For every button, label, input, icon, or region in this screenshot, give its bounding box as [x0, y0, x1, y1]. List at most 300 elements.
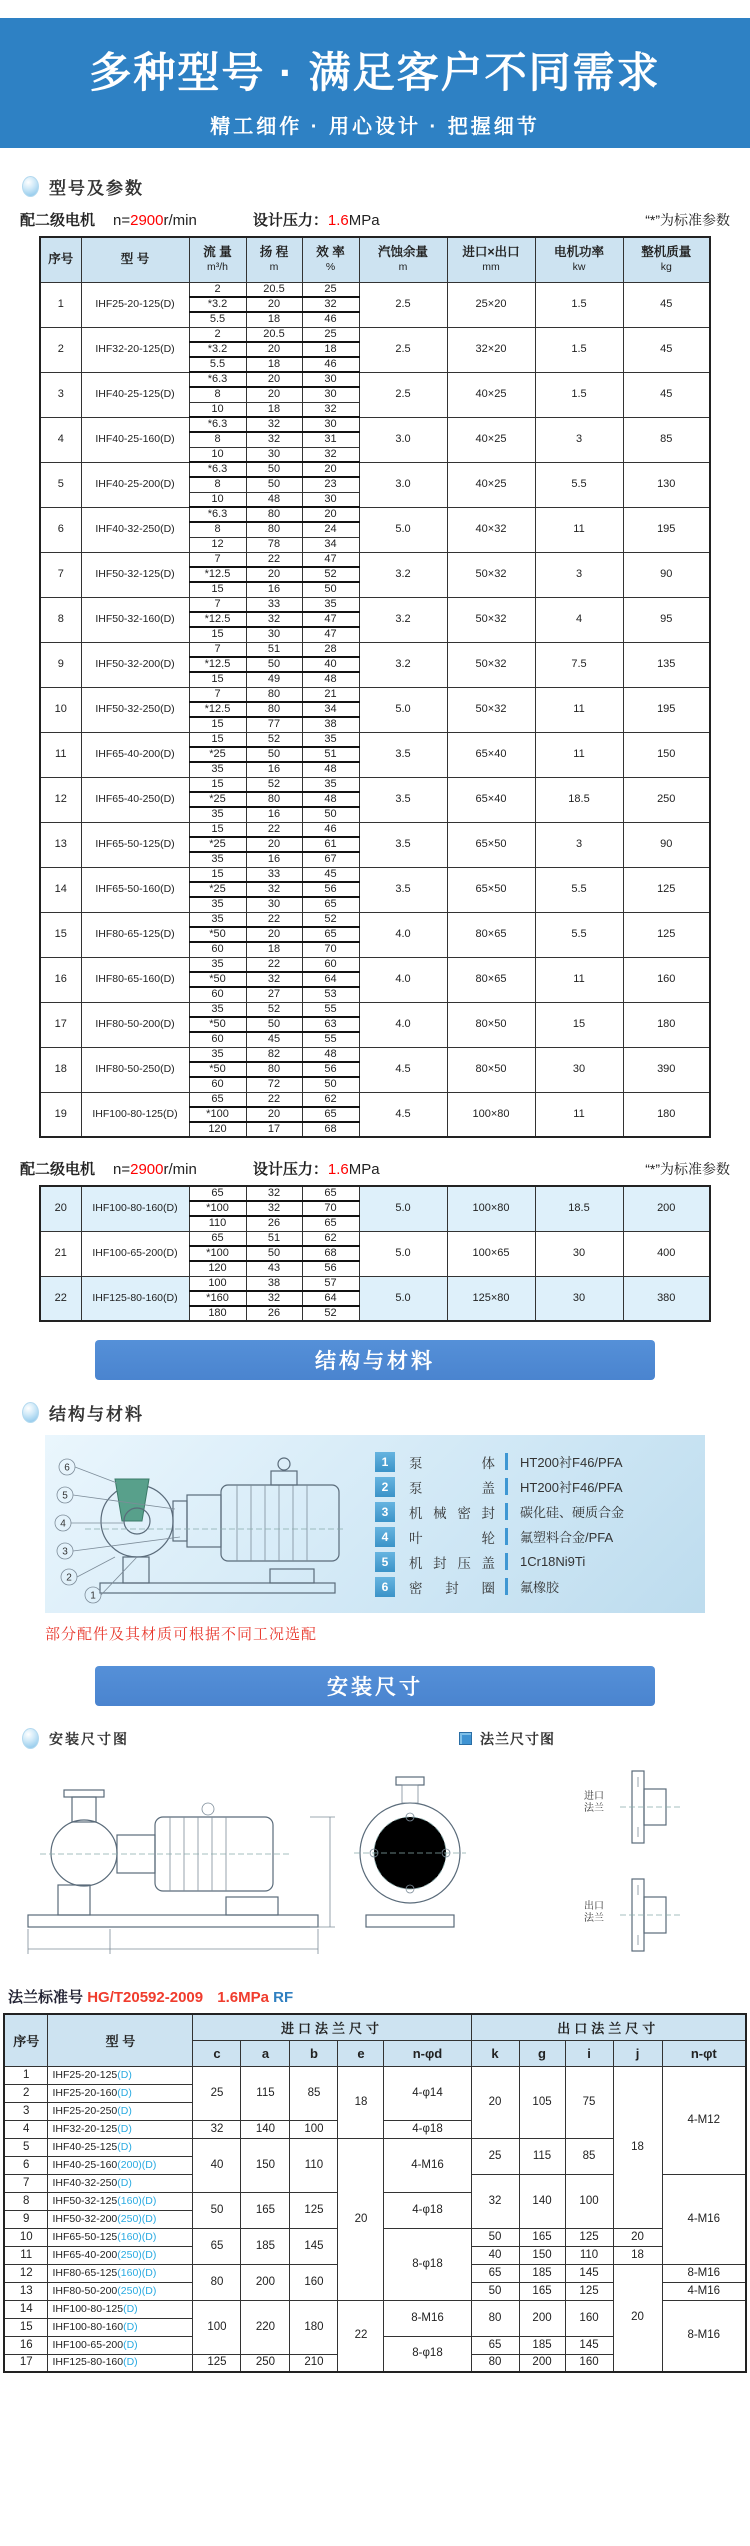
- dim-k: 25: [471, 2138, 519, 2174]
- divider-bar: [505, 1578, 508, 1595]
- row-number: 6: [40, 507, 81, 552]
- head-value: 80: [246, 522, 302, 537]
- material-row: [375, 1477, 691, 1497]
- efficiency-value: 50: [302, 1077, 359, 1092]
- motor-pressure-label: 设计压力：: [252, 1161, 328, 1178]
- flange-model-name: IHF25-20-125(D): [48, 2066, 193, 2084]
- weight-value: 90: [623, 822, 710, 867]
- efficiency-value: 60: [302, 957, 359, 972]
- efficiency-value: 65: [302, 1216, 359, 1231]
- row-number: 11: [4, 2246, 48, 2264]
- row-number: 19: [40, 1092, 81, 1137]
- dim-nd: 4-φ18: [384, 2192, 471, 2228]
- flange-model-name: IHF50-32-200(250)(D): [48, 2210, 193, 2228]
- ports-value: 100×80: [447, 1092, 535, 1137]
- head-value: 20.5: [246, 282, 302, 297]
- flange-standard-pressure: 1.6MPa: [217, 1989, 269, 2006]
- flow-value: 7: [189, 642, 246, 657]
- material-part-name: 密封圈: [409, 1580, 495, 1596]
- ports-value: 40×32: [447, 507, 535, 552]
- flange-sub-k: k: [471, 2040, 519, 2066]
- flange-standard-face: RF: [273, 1989, 294, 2006]
- dim-g: 140: [519, 2174, 565, 2228]
- dim-a: 185: [241, 2228, 290, 2264]
- head-value: 32: [246, 972, 302, 987]
- material-number-badge: 1: [375, 1452, 395, 1472]
- spec-subrow: [40, 867, 710, 882]
- flow-value: *12.5: [189, 657, 246, 672]
- divider-bar: [505, 1553, 508, 1570]
- head-value: 22: [246, 1092, 302, 1107]
- flange-model-name: IHF100-80-160(D): [48, 2318, 193, 2336]
- power-value: 7.5: [535, 642, 623, 687]
- dim-nd: 4-φ18: [384, 2120, 471, 2138]
- weight-value: 160: [623, 957, 710, 1002]
- dim-nd: 4-φ14: [384, 2066, 471, 2120]
- cube-icon: [459, 1732, 472, 1745]
- callout-number: 2: [66, 1572, 72, 1583]
- power-value: 3: [535, 417, 623, 462]
- power-value: 30: [535, 1276, 623, 1321]
- flow-value: *100: [189, 1107, 246, 1122]
- head-value: 45: [246, 1032, 302, 1047]
- dim-i: 110: [565, 2246, 613, 2264]
- efficiency-value: 64: [302, 972, 359, 987]
- head-value: 72: [246, 1077, 302, 1092]
- flange-model-name: IHF65-40-200(250)(D): [48, 2246, 193, 2264]
- flow-value: 15: [189, 732, 246, 747]
- flow-value: 10: [189, 402, 246, 417]
- row-number: 7: [40, 552, 81, 597]
- npsh-value: 5.0: [359, 1186, 447, 1231]
- ports-value: 50×32: [447, 687, 535, 732]
- structure-banner: 结构与材料: [95, 1340, 655, 1380]
- efficiency-value: 21: [302, 687, 359, 702]
- weight-value: 125: [623, 912, 710, 957]
- head-value: 20: [246, 1107, 302, 1122]
- model-name: IHF100-65-200(D): [81, 1231, 189, 1276]
- spec-subrow: [40, 597, 710, 612]
- flow-value: *50: [189, 1017, 246, 1032]
- spec-subrow: [40, 1092, 710, 1107]
- spec-header-row: [40, 237, 710, 282]
- flow-value: *50: [189, 972, 246, 987]
- head-value: 20: [246, 297, 302, 312]
- power-value: 1.5: [535, 282, 623, 327]
- weight-value: 45: [623, 282, 710, 327]
- head-value: 20: [246, 372, 302, 387]
- dim-g: 115: [519, 2138, 565, 2174]
- power-value: 11: [535, 1092, 623, 1137]
- col-header-weight: 整机质量 kg: [623, 237, 710, 282]
- power-value: 15: [535, 1002, 623, 1047]
- material-number-badge: 2: [375, 1477, 395, 1497]
- efficiency-value: 70: [302, 1201, 359, 1216]
- efficiency-value: 56: [302, 1062, 359, 1077]
- dim-e: 20: [338, 2138, 384, 2300]
- flange-model-name: IHF65-50-125(160)(D): [48, 2228, 193, 2246]
- spec-table-1: [39, 236, 711, 1138]
- head-value: 22: [246, 912, 302, 927]
- power-value: 18.5: [535, 1186, 623, 1231]
- head-value: 32: [246, 1201, 302, 1216]
- dim-j: 18: [613, 2066, 662, 2228]
- npsh-value: 3.5: [359, 822, 447, 867]
- head-value: 50: [246, 657, 302, 672]
- row-number: 17: [40, 1002, 81, 1047]
- model-name: IHF50-32-125(D): [81, 552, 189, 597]
- head-value: 82: [246, 1047, 302, 1062]
- model-name: IHF65-50-125(D): [81, 822, 189, 867]
- head-value: 32: [246, 882, 302, 897]
- ports-value: 80×65: [447, 957, 535, 1002]
- dim-k: 32: [471, 2174, 519, 2228]
- dim-a: 165: [241, 2192, 290, 2228]
- installation-drawings: [10, 1757, 740, 1972]
- row-number: 14: [40, 867, 81, 912]
- flow-value: 65: [189, 1231, 246, 1246]
- flow-value: 8: [189, 477, 246, 492]
- standard-param-note: “*”为标准参数: [645, 1161, 730, 1177]
- weight-value: 180: [623, 1092, 710, 1137]
- motor-n-suffix: r/min: [163, 1161, 197, 1178]
- pump-installation-drawing: [10, 1757, 480, 1972]
- row-number: 9: [40, 642, 81, 687]
- head-value: 51: [246, 1231, 302, 1246]
- flow-value: 35: [189, 807, 246, 822]
- divider-bar: [505, 1528, 508, 1545]
- row-number: 10: [4, 2228, 48, 2246]
- dim-i: 100: [565, 2174, 613, 2228]
- efficiency-value: 65: [302, 1186, 359, 1201]
- flow-value: 180: [189, 1306, 246, 1321]
- flange-sub-e: e: [338, 2040, 384, 2066]
- spec-subrow: [40, 1002, 710, 1017]
- standard-param-note: “*”为标准参数: [645, 212, 730, 228]
- motor-n-value: 2900: [130, 1161, 164, 1178]
- weight-value: 150: [623, 732, 710, 777]
- head-value: 20: [246, 927, 302, 942]
- dim-a: 115: [241, 2066, 290, 2120]
- dim-g: 165: [519, 2282, 565, 2300]
- dim-k: 65: [471, 2264, 519, 2282]
- head-value: 32: [246, 1186, 302, 1201]
- efficiency-value: 68: [302, 1122, 359, 1137]
- efficiency-value: 48: [302, 672, 359, 687]
- col-header-npsh: 汽蚀余量 m: [359, 237, 447, 282]
- row-number: 12: [40, 777, 81, 822]
- efficiency-value: 35: [302, 732, 359, 747]
- section-title-text: 型号及参数: [49, 179, 144, 198]
- npsh-value: 4.5: [359, 1047, 447, 1092]
- flow-value: 35: [189, 912, 246, 927]
- spec-subrow: [40, 822, 710, 837]
- dim-c: 100: [193, 2300, 241, 2354]
- power-value: 30: [535, 1047, 623, 1092]
- outlet-flange-label: 出口法兰: [584, 1901, 604, 1924]
- row-number: 10: [40, 687, 81, 732]
- section-title-text: 结构与材料: [49, 1405, 144, 1424]
- spec-subrow: [40, 1047, 710, 1062]
- ports-value: 40×25: [447, 372, 535, 417]
- weight-value: 130: [623, 462, 710, 507]
- dim-b: 180: [290, 2300, 338, 2354]
- dim-i: 75: [565, 2066, 613, 2138]
- spec-subrow: [40, 417, 710, 432]
- efficiency-value: 23: [302, 477, 359, 492]
- top-banner: [0, 18, 750, 148]
- flow-value: 60: [189, 942, 246, 957]
- dim-k: 50: [471, 2282, 519, 2300]
- row-number: 2: [40, 327, 81, 372]
- dim-c: 125: [193, 2354, 241, 2372]
- flow-value: 15: [189, 627, 246, 642]
- flow-value: *12.5: [189, 612, 246, 627]
- flow-value: 7: [189, 597, 246, 612]
- row-number: 16: [4, 2336, 48, 2354]
- npsh-value: 3.5: [359, 867, 447, 912]
- col-header-eff: 效 率 %: [302, 237, 359, 282]
- callout-number: 6: [64, 1462, 70, 1473]
- efficiency-value: 32: [302, 402, 359, 417]
- dim-b: 210: [290, 2354, 338, 2372]
- motor-n-suffix: r/min: [163, 212, 197, 229]
- efficiency-value: 63: [302, 1017, 359, 1032]
- flow-value: *3.2: [189, 342, 246, 357]
- power-value: 3: [535, 822, 623, 867]
- dim-i: 125: [565, 2282, 613, 2300]
- head-value: 80: [246, 702, 302, 717]
- model-name: IHF125-80-160(D): [81, 1276, 189, 1321]
- flow-value: *12.5: [189, 702, 246, 717]
- bullet-sphere-icon: [22, 1728, 39, 1749]
- flow-value: 35: [189, 1047, 246, 1062]
- flow-value: *6.3: [189, 372, 246, 387]
- efficiency-value: 61: [302, 837, 359, 852]
- efficiency-value: 28: [302, 642, 359, 657]
- flange-sub-nt: n-φt: [662, 2040, 746, 2066]
- efficiency-value: 52: [302, 912, 359, 927]
- dim-a: 200: [241, 2264, 290, 2300]
- flow-value: *50: [189, 927, 246, 942]
- model-name: IHF50-32-250(D): [81, 687, 189, 732]
- spec-subrow: [40, 327, 710, 342]
- efficiency-value: 56: [302, 1261, 359, 1276]
- npsh-value: 3.2: [359, 552, 447, 597]
- flow-value: *100: [189, 1246, 246, 1261]
- power-value: 5.5: [535, 867, 623, 912]
- material-number-badge: 3: [375, 1502, 395, 1522]
- efficiency-value: 30: [302, 387, 359, 402]
- head-value: 50: [246, 1246, 302, 1261]
- material-part-name: 机封压盖: [409, 1555, 495, 1571]
- efficiency-value: 40: [302, 657, 359, 672]
- spec-subrow: [40, 1276, 710, 1291]
- dim-b: 125: [290, 2192, 338, 2228]
- flow-value: 110: [189, 1216, 246, 1231]
- row-number: 22: [40, 1276, 81, 1321]
- dim-a: 140: [241, 2120, 290, 2138]
- flow-value: 35: [189, 957, 246, 972]
- weight-value: 180: [623, 1002, 710, 1047]
- install-section-titles: [22, 1728, 750, 1749]
- flange-model-name: IHF25-20-250(D): [48, 2102, 193, 2120]
- divider-bar: [505, 1478, 508, 1495]
- head-value: 16: [246, 762, 302, 777]
- ports-value: 80×50: [447, 1002, 535, 1047]
- efficiency-value: 25: [302, 327, 359, 342]
- flange-model-name: IHF80-50-200(250)(D): [48, 2282, 193, 2300]
- weight-value: 390: [623, 1047, 710, 1092]
- bullet-sphere-icon: [22, 1402, 39, 1423]
- head-value: 26: [246, 1306, 302, 1321]
- col-header-flow: 流 量 m³/h: [189, 237, 246, 282]
- motor-spec-line-1: [20, 209, 730, 230]
- dim-nt: 4-M16: [662, 2282, 746, 2300]
- dim-c: 80: [193, 2264, 241, 2300]
- dim-k: 65: [471, 2336, 519, 2354]
- head-value: 16: [246, 852, 302, 867]
- material-number-badge: 5: [375, 1552, 395, 1572]
- model-name: IHF80-50-200(D): [81, 1002, 189, 1047]
- spec-subrow: [40, 507, 710, 522]
- power-value: 5.5: [535, 462, 623, 507]
- head-value: 20: [246, 342, 302, 357]
- flange-standard-label: 法兰标准号: [8, 1989, 84, 2006]
- npsh-value: 2.5: [359, 372, 447, 417]
- ports-value: 25×20: [447, 282, 535, 327]
- dim-k: 80: [471, 2300, 519, 2336]
- row-number: 8: [40, 597, 81, 642]
- efficiency-value: 55: [302, 1002, 359, 1017]
- row-number: 2: [4, 2084, 48, 2102]
- motor-n-prefix: n=: [113, 1161, 131, 1178]
- head-value: 50: [246, 1017, 302, 1032]
- power-value: 11: [535, 687, 623, 732]
- banner-title-dot: ·: [279, 49, 295, 96]
- material-value: 碳化硅、硬质合金: [520, 1505, 625, 1520]
- flange-dim-title: [459, 1728, 555, 1749]
- spec-subrow: [40, 462, 710, 477]
- dim-k: 40: [471, 2246, 519, 2264]
- head-value: 20: [246, 387, 302, 402]
- flow-value: *6.3: [189, 507, 246, 522]
- weight-value: 195: [623, 507, 710, 552]
- head-value: 52: [246, 1002, 302, 1017]
- row-number: 8: [4, 2192, 48, 2210]
- spec-subrow: [40, 1186, 710, 1201]
- flow-value: 8: [189, 432, 246, 447]
- material-row: [375, 1552, 691, 1572]
- flow-value: 35: [189, 762, 246, 777]
- efficiency-value: 53: [302, 987, 359, 1002]
- ports-value: 40×25: [447, 417, 535, 462]
- flow-value: 7: [189, 687, 246, 702]
- efficiency-value: 48: [302, 792, 359, 807]
- structure-panel: [45, 1435, 705, 1613]
- head-value: 52: [246, 777, 302, 792]
- efficiency-value: 57: [302, 1276, 359, 1291]
- power-value: 3: [535, 552, 623, 597]
- inlet-flange-label: 进口法兰: [584, 1791, 604, 1814]
- weight-value: 45: [623, 327, 710, 372]
- model-name: IHF25-20-125(D): [81, 282, 189, 327]
- npsh-value: 5.0: [359, 1231, 447, 1276]
- motor-n-value: 2900: [130, 212, 164, 229]
- npsh-value: 3.2: [359, 597, 447, 642]
- efficiency-value: 34: [302, 702, 359, 717]
- efficiency-value: 48: [302, 762, 359, 777]
- power-value: 4: [535, 597, 623, 642]
- npsh-value: 3.5: [359, 777, 447, 822]
- ports-value: 40×25: [447, 462, 535, 507]
- flow-value: 120: [189, 1261, 246, 1276]
- model-name: IHF80-50-250(D): [81, 1047, 189, 1092]
- flow-value: 10: [189, 447, 246, 462]
- bullet-sphere-icon: [22, 176, 39, 197]
- head-value: 32: [246, 612, 302, 627]
- flow-value: 15: [189, 672, 246, 687]
- divider-bar: [505, 1503, 508, 1520]
- model-name: IHF40-32-250(D): [81, 507, 189, 552]
- material-number-badge: 6: [375, 1577, 395, 1597]
- flow-value: 2: [189, 282, 246, 297]
- flange-sub-c: c: [193, 2040, 241, 2066]
- flow-value: 10: [189, 492, 246, 507]
- model-name: IHF80-65-160(D): [81, 957, 189, 1002]
- install-banner: 安装尺寸: [95, 1666, 655, 1706]
- model-name: IHF100-80-160(D): [81, 1186, 189, 1231]
- flow-value: 2: [189, 327, 246, 342]
- head-value: 26: [246, 1216, 302, 1231]
- npsh-value: 2.5: [359, 327, 447, 372]
- head-value: 50: [246, 477, 302, 492]
- flange-standard-number: HG/T20592-2009: [87, 1989, 204, 2006]
- efficiency-value: 70: [302, 942, 359, 957]
- callout-number: 3: [62, 1546, 68, 1557]
- flange-sub-a: a: [241, 2040, 290, 2066]
- efficiency-value: 35: [302, 597, 359, 612]
- flow-value: 12: [189, 537, 246, 552]
- section-title-params: [22, 174, 750, 199]
- weight-value: 200: [623, 1186, 710, 1231]
- dim-b: 85: [290, 2066, 338, 2120]
- npsh-value: 5.0: [359, 687, 447, 732]
- flange-model-name: IHF50-32-125(160)(D): [48, 2192, 193, 2210]
- material-value: 氟塑料合金/PFA: [520, 1530, 614, 1545]
- row-number: 20: [40, 1186, 81, 1231]
- materials-note: 部分配件及其材质可根据不同工况选配: [45, 1626, 318, 1643]
- flange-header-row-1: [4, 2014, 746, 2040]
- flow-value: *12.5: [189, 567, 246, 582]
- power-value: 11: [535, 507, 623, 552]
- dim-nd: 8-φ18: [384, 2228, 471, 2300]
- flow-value: *25: [189, 747, 246, 762]
- flange-model-name: IHF80-65-125(160)(D): [48, 2264, 193, 2282]
- divider-bar: [505, 1453, 508, 1470]
- row-number: 3: [4, 2102, 48, 2120]
- motor-pressure-unit: MPa: [348, 212, 380, 229]
- callout-number: 5: [62, 1490, 68, 1501]
- flow-value: 8: [189, 387, 246, 402]
- efficiency-value: 47: [302, 552, 359, 567]
- dim-g: 185: [519, 2336, 565, 2354]
- efficiency-value: 51: [302, 747, 359, 762]
- page: [0, 18, 750, 2546]
- motor-pressure-unit: MPa: [348, 1161, 380, 1178]
- row-number: 15: [40, 912, 81, 957]
- efficiency-value: 48: [302, 1047, 359, 1062]
